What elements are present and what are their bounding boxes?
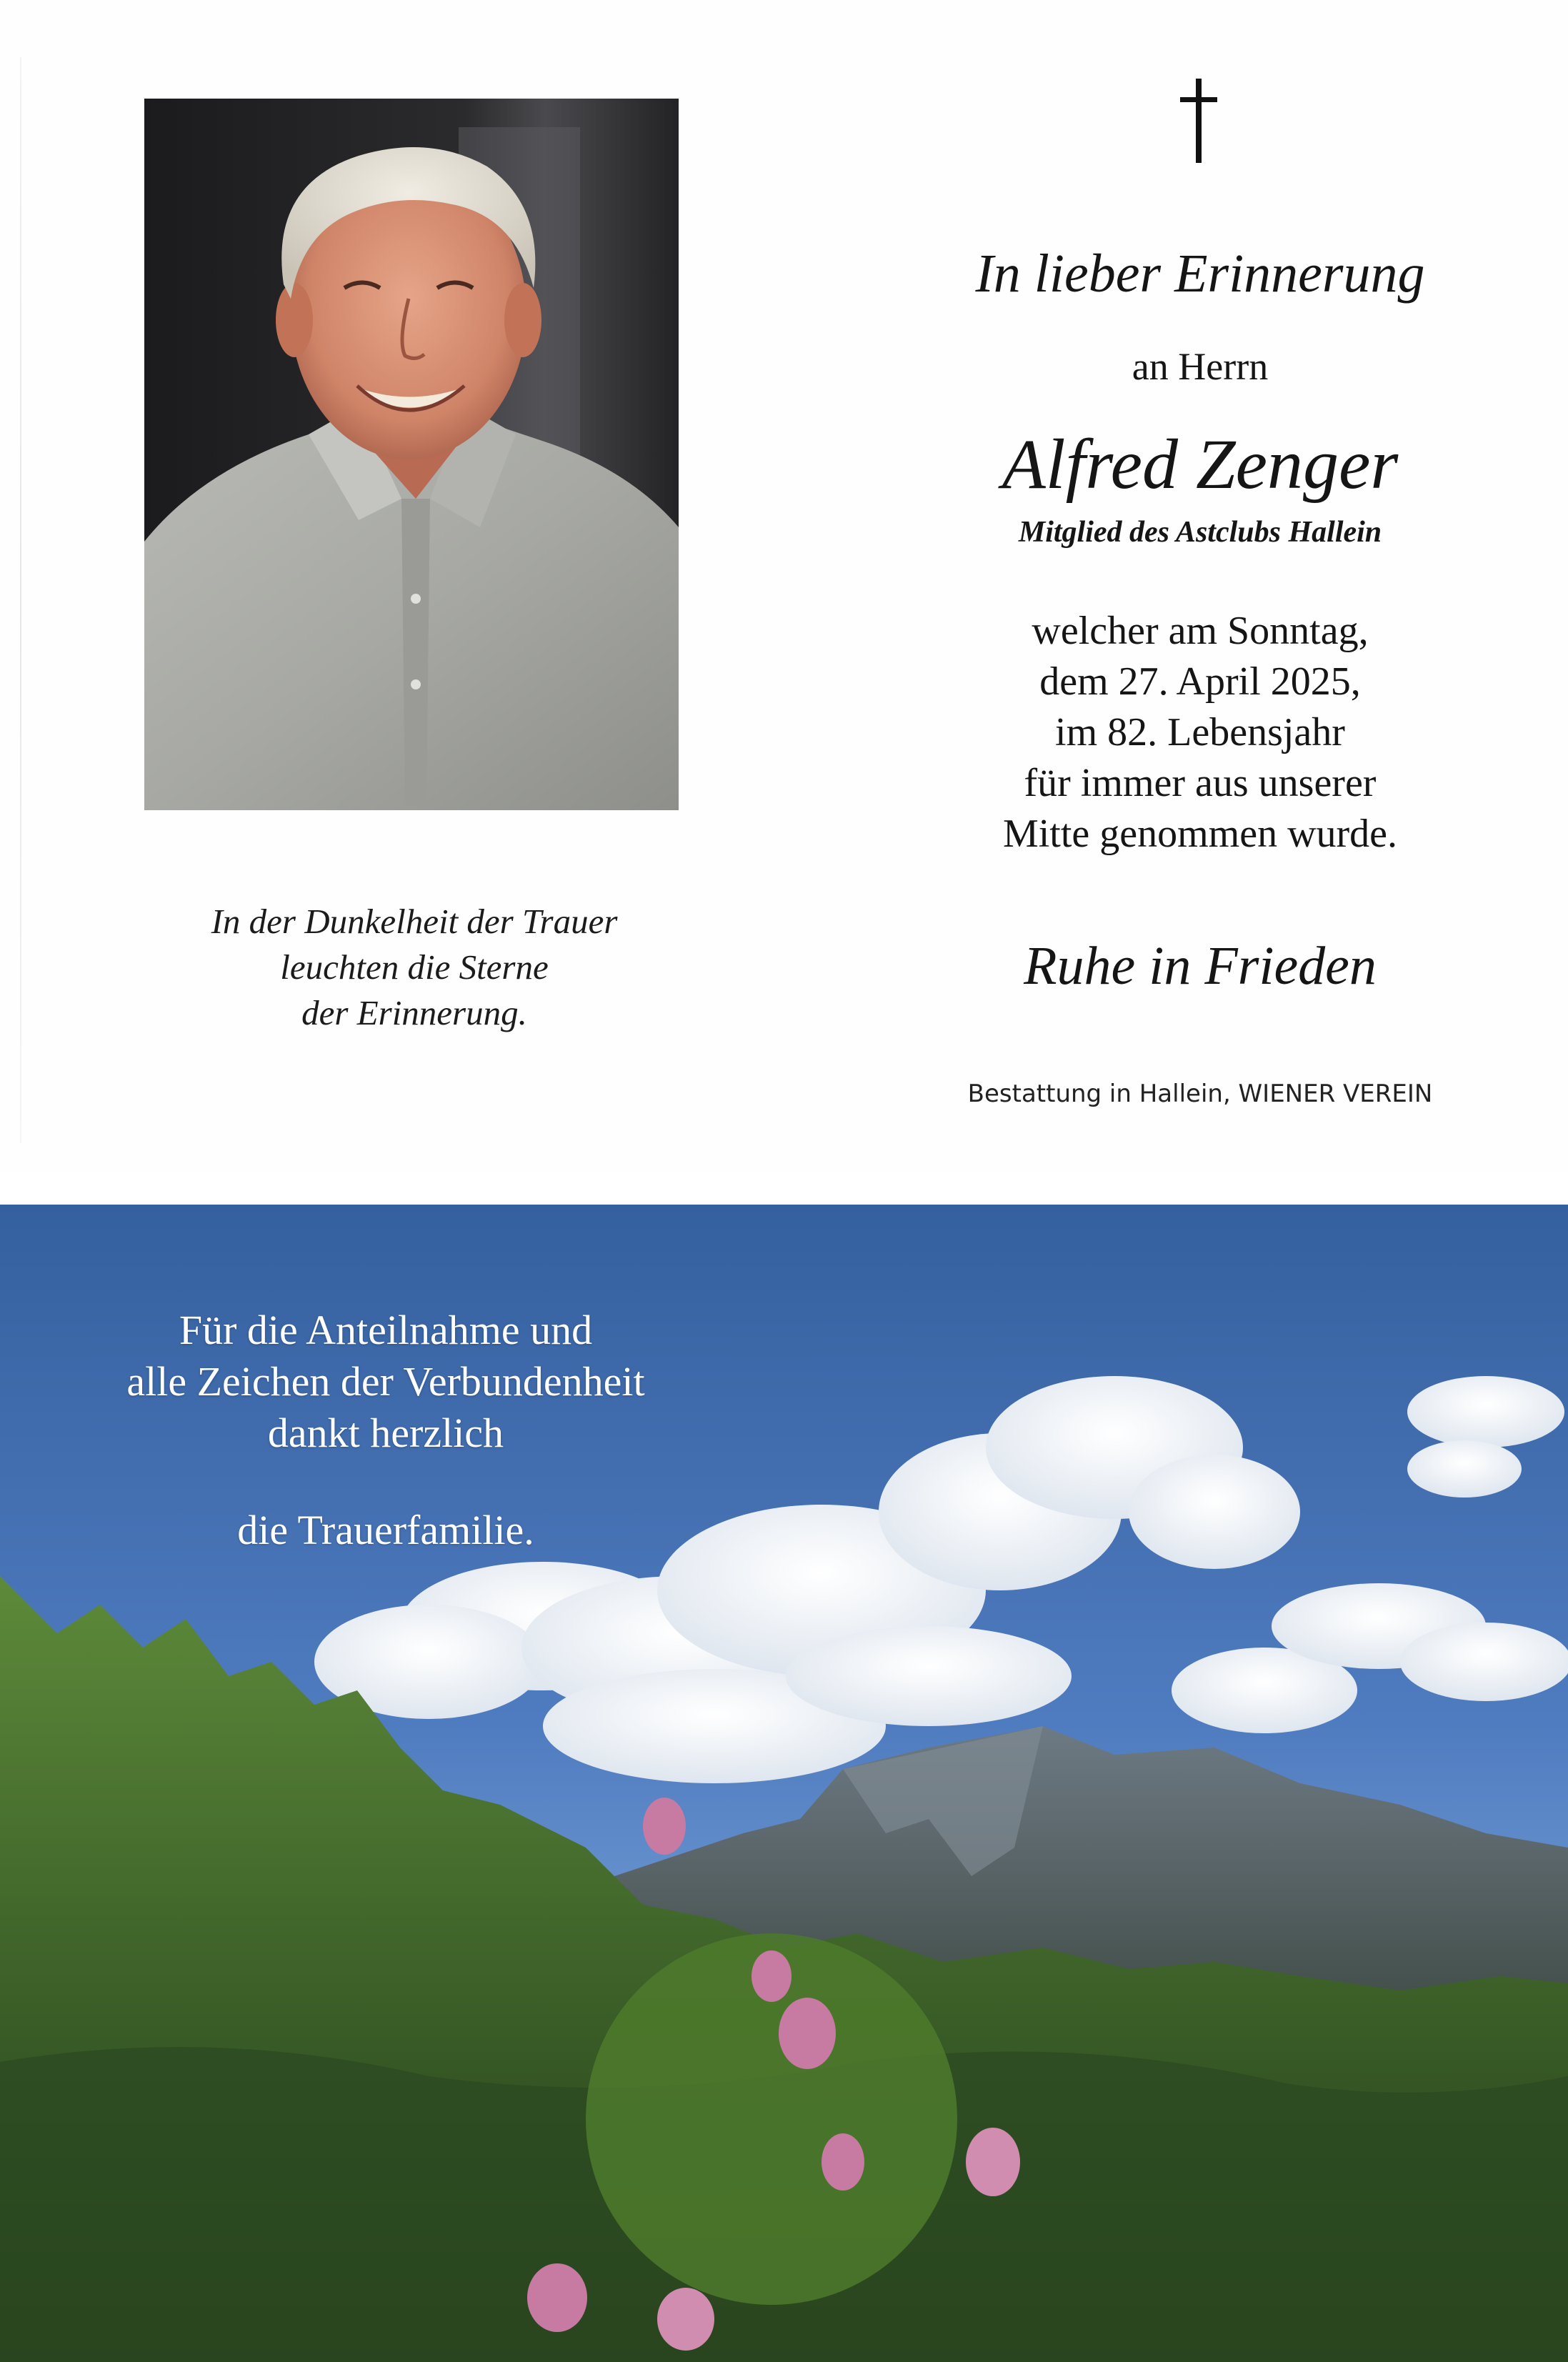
undertaker-credit: Bestattung in Hallein, WIENER VEREIN — [967, 1080, 1433, 1108]
condolence-quote — [129, 899, 700, 1036]
family-signature: die Trauerfamilie. — [237, 1507, 534, 1553]
death-notice — [886, 606, 1514, 859]
card-edge-line — [20, 57, 21, 1143]
death-notice-line: Mitte genommen wurde. — [1002, 812, 1398, 856]
memorial-card-front — [0, 0, 1568, 1172]
portrait-photo — [144, 99, 679, 810]
death-notice-line: im 82. Lebensjahr — [1055, 710, 1345, 754]
quote-line: In der Dunkelheit der Trauer — [211, 902, 618, 941]
membership-line: Mitglied des Astclubs Hallein — [1018, 516, 1382, 549]
farewell-line: Ruhe in Frieden — [1024, 936, 1377, 996]
quote-line: leuchten die Sterne — [280, 947, 549, 987]
death-notice-line: dem 27. April 2025, — [1039, 659, 1361, 704]
deceased-name: Alfred Zenger — [1002, 424, 1399, 504]
thanks-line: dankt herzlich — [267, 1410, 504, 1456]
thank-you-card — [0, 1205, 1568, 2362]
salutation: an Herrn — [1132, 345, 1269, 388]
death-notice-line: für immer aus unserer — [1024, 761, 1377, 805]
thanks-line: Für die Anteilnahme und — [179, 1307, 593, 1353]
death-notice-line: welcher am Sonntag, — [1032, 609, 1369, 653]
thank-you-message — [43, 1305, 729, 1556]
latin-cross-icon — [1163, 71, 1234, 171]
thanks-line: alle Zeichen der Verbundenheit — [126, 1358, 645, 1405]
quote-line: der Erinnerung. — [301, 993, 527, 1032]
memory-title: In lieber Erinnerung — [975, 244, 1425, 304]
